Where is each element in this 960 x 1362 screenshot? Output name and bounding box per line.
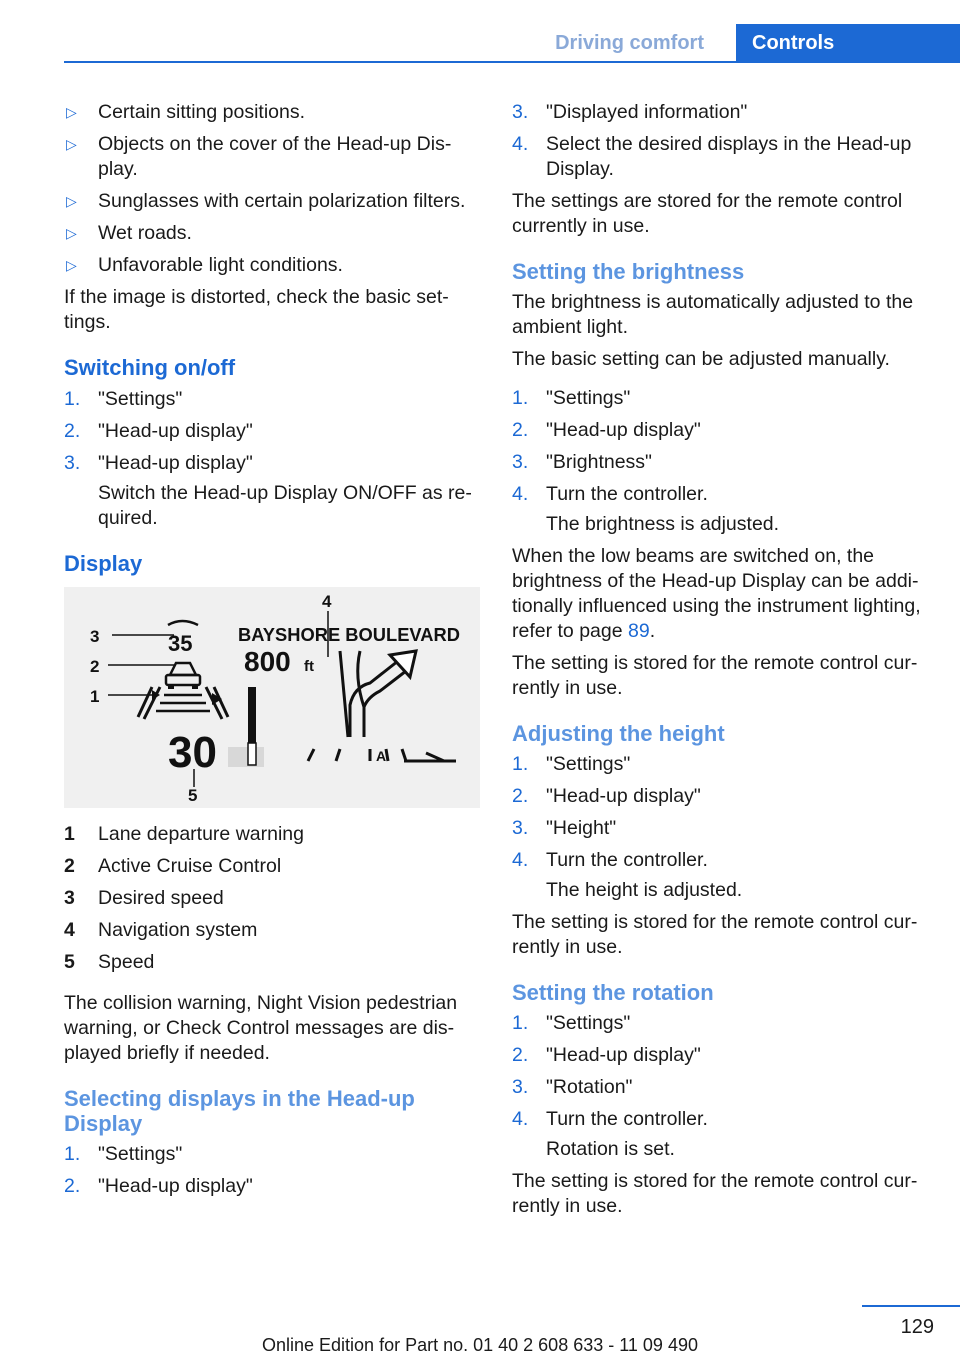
legend-row: 5 Speed: [64, 951, 155, 973]
list-item: 3. "Rotation": [512, 1076, 633, 1098]
legend-row: 3 Desired speed: [64, 887, 224, 909]
switching-steps: [64, 387, 480, 476]
car-icon: [166, 663, 200, 689]
header-section-title: Driving comfort: [555, 32, 704, 54]
list-item: 1. "Settings": [512, 1012, 631, 1034]
triangle-bullet-icon: ▷: [66, 193, 77, 209]
list-item: 1. "Settings": [64, 388, 183, 410]
list-item: 3. "Height": [512, 817, 617, 839]
list-item: 4. Select the desired displays in the Head-up Display.: [512, 133, 912, 180]
distance-value: 800: [244, 646, 291, 677]
list-item: 2. "Head-up display": [512, 785, 701, 807]
list-item: 4. Turn the controller.: [512, 849, 708, 871]
callout-4: 4: [322, 592, 332, 611]
list-item: 2. "Head-up display": [64, 1175, 253, 1197]
rotation-steps: [512, 1011, 928, 1132]
svg-text:A: A: [376, 748, 387, 764]
brightness-p1: The brightness is automatically adjusted to the ambient light.: [512, 291, 914, 338]
list-item: 1. "Settings": [512, 753, 631, 775]
list-item: 1. "Settings": [512, 387, 631, 409]
selecting-steps: [64, 1142, 480, 1199]
triangle-bullet-icon: ▷: [66, 257, 77, 273]
list-item: ▷ Wet roads.: [66, 222, 192, 244]
list-item: ▷ Sunglasses with certain polarization filters.: [66, 190, 466, 212]
triangle-bullet-icon: ▷: [66, 136, 77, 152]
right-column: [512, 100, 928, 1226]
list-item: 4. Turn the controller.: [512, 1108, 708, 1130]
callout-1: 1: [90, 687, 100, 706]
list-item: 2. "Head-up display": [512, 419, 701, 441]
selecting-steps-continued: [512, 100, 928, 182]
street-name: BAYSHORE BOULEVARD: [238, 625, 460, 645]
selecting-note: The settings are stored for the remote control currently in use.: [512, 190, 903, 237]
rotation-note: The setting is stored for the remote control cur-rently in use.: [512, 1170, 918, 1217]
legend-row: 2 Active Cruise Control: [64, 855, 282, 877]
triangle-bullet-icon: ▷: [66, 104, 77, 120]
list-item: 4. Turn the controller.: [512, 483, 708, 505]
brightness-steps: [512, 386, 928, 507]
acc-distance-bars-icon: [156, 695, 210, 711]
distorted-note: If the image is distorted, check the basic set-tings.: [64, 286, 449, 333]
hud-illustration: [64, 587, 480, 808]
list-item: 3. "Head-up display": [64, 452, 253, 474]
head-up-display-figure: [64, 587, 480, 808]
page-link[interactable]: 89: [628, 620, 650, 642]
brightness-heading: Setting the brightness: [512, 259, 745, 284]
left-column: [64, 100, 480, 1206]
list-item: 3. "Displayed information": [512, 101, 748, 123]
figure-legend: [64, 822, 480, 975]
brightness-step4-detail: The brightness is adjusted.: [546, 513, 780, 535]
footer-rule: [862, 1305, 960, 1307]
header-rule: [64, 61, 960, 63]
selecting-heading: Selecting displays in the Head-up Display: [64, 1086, 415, 1136]
legend-row: 1 Lane departure warning: [64, 823, 304, 845]
desired-speed-value: 35: [168, 631, 193, 656]
list-item: 1. "Settings": [64, 1143, 183, 1165]
display-heading: Display: [64, 551, 143, 576]
rotation-step4-detail: Rotation is set.: [546, 1138, 675, 1160]
header-chapter-tab: Controls: [736, 24, 960, 62]
list-item: ▷ Certain sitting positions.: [66, 101, 306, 123]
height-heading: Adjusting the height: [512, 721, 725, 746]
brightness-p4: The setting is stored for the remote control cur-rently in use.: [512, 652, 918, 699]
edition-line: Online Edition for Part no. 01 40 2 608 633 - 11 09 490: [262, 1335, 698, 1355]
distance-unit: ft: [304, 658, 314, 675]
rotation-heading: Setting the rotation: [512, 980, 714, 1005]
brightness-p3: When the low beams are switched on, the brightness of the Head-up Display can be addi-tionally influenced using the instrument lighting, refer to page 89.: [512, 545, 921, 642]
list-item: 2. "Head-up display": [64, 420, 253, 442]
display-note: The collision warning, Night Vision pedestrian warning, or Check Control messages are dis-played briefly if needed.: [64, 992, 458, 1064]
list-item: 2. "Head-up display": [512, 1044, 701, 1066]
callout-3: 3: [90, 627, 100, 646]
page-header: [0, 24, 960, 62]
current-speed-value: 30: [168, 728, 217, 777]
turn-arrow-icon: [340, 651, 416, 737]
callout-2: 2: [90, 657, 100, 676]
switching-step3-detail: Switch the Head-up Display ON/OFF as re-quired.: [98, 482, 472, 529]
list-item: ▷ Objects on the cover of the Head-up Dis-play.: [66, 133, 452, 180]
list-item: 3. "Brightness": [512, 451, 652, 473]
triangle-bullet-icon: ▷: [66, 225, 77, 241]
page-number: 129: [900, 1316, 934, 1338]
legend-row: 4 Navigation system: [64, 919, 258, 941]
conditions-bullet-list: [64, 100, 480, 278]
switching-heading: Switching on/off: [64, 355, 236, 380]
height-steps: [512, 752, 928, 873]
height-step4-detail: The height is adjusted.: [546, 879, 743, 901]
brightness-p2: The basic setting can be adjusted manually.: [512, 348, 890, 370]
list-item: ▷ Unfavorable light conditions.: [66, 254, 343, 276]
callout-5: 5: [188, 786, 198, 805]
height-note: The setting is stored for the remote control cur-rently in use.: [512, 911, 918, 958]
